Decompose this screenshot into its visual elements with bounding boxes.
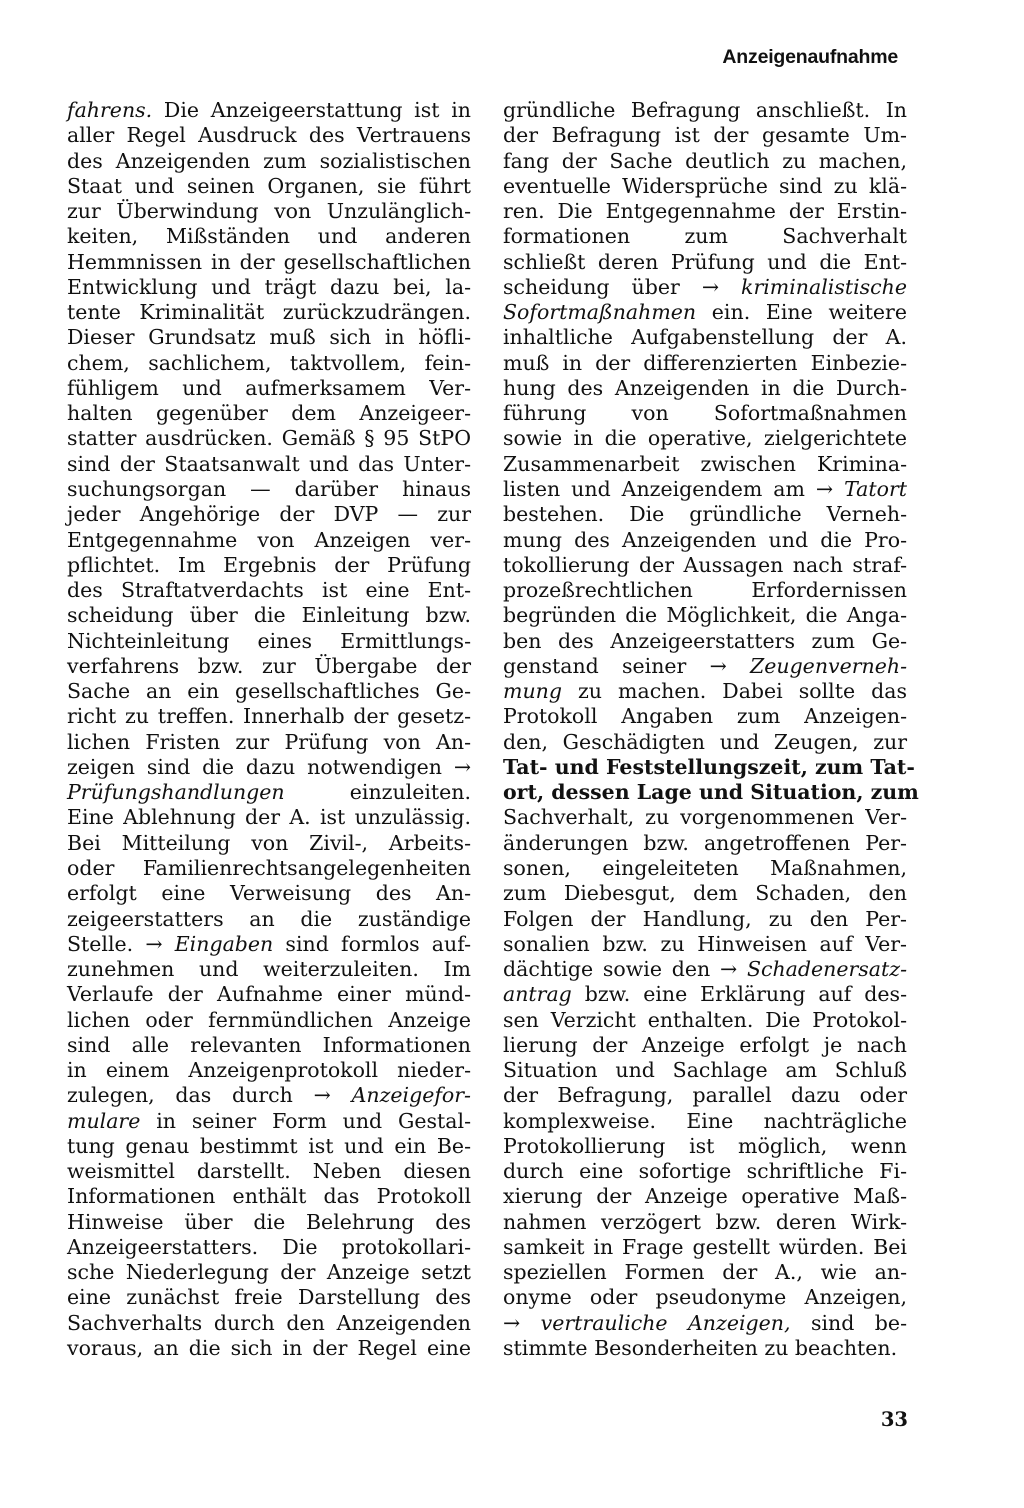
text-line: [67, 603, 471, 628]
text-run: scheidung über →: [503, 274, 742, 299]
text-run: zeigen sind die dazu notwendigen →: [67, 754, 471, 779]
text-run: Sachverhalts durch den Anzeigenden: [67, 1310, 471, 1335]
text-run: sind der Staatsanwalt und das Unter-: [67, 451, 471, 476]
text-run: den, Geschädigten und Zeugen, zur: [503, 729, 907, 754]
text-run: Protokoll Angaben zum Anzeigen-: [503, 704, 907, 729]
text-run: pflichtet. Im Ergebnis der Prüfung: [67, 552, 471, 577]
text-run: mung des Anzeigenden und die Pro-: [503, 527, 907, 552]
text-line: [503, 1235, 907, 1260]
text-run: änderungen bzw. angetroffenen Per-: [503, 830, 907, 855]
text-run: samkeit in Frage gestellt würden. Bei: [503, 1234, 907, 1259]
text-run: dächtige sowie den →: [503, 957, 747, 982]
text-run: einzuleiten.: [284, 780, 471, 805]
text-line: [503, 477, 907, 502]
text-run: Zusammenarbeit zwischen Krimina-: [503, 451, 907, 476]
text-run: ort, dessen Lage und Situation, zum: [503, 780, 919, 805]
emphasis-term: mulare: [67, 1108, 141, 1133]
text-line: [503, 149, 907, 174]
text-line: [67, 780, 471, 805]
text-line: [67, 553, 471, 578]
text-line: [67, 1008, 471, 1033]
emphasis-term: Tatort: [844, 476, 907, 501]
text-run: führung von Sofortmaßnahmen: [503, 401, 907, 426]
text-run: keiten, Mißständen und anderen: [67, 224, 471, 249]
text-run: Die Anzeigeerstattung ist in: [152, 98, 471, 122]
text-line: [503, 1134, 907, 1159]
text-line: [67, 1235, 471, 1260]
text-run: Nichteinleitung eines Ermittlungs-: [67, 628, 471, 653]
text-line: [503, 376, 907, 401]
text-run: xierung der Anzeige operative Maß-: [503, 1184, 907, 1209]
page-number: 33: [880, 1408, 908, 1431]
text-run: lichen Fristen zur Prüfung von An-: [67, 729, 471, 754]
text-line: [67, 426, 471, 451]
text-run: Folgen der Handlung, zu den Per-: [503, 906, 907, 931]
text-line: [67, 831, 471, 856]
text-line: [503, 1336, 907, 1361]
text-run: sind alle relevanten Informationen: [67, 1032, 471, 1057]
right-column: [503, 98, 919, 1361]
emphasis-term: Prüfungshandlungen: [67, 780, 285, 805]
text-line: [503, 325, 907, 350]
text-run: ben des Anzeigeerstatters zum Ge-: [503, 628, 907, 653]
text-line: [503, 1083, 907, 1108]
text-run: bzw. eine Erklärung auf des-: [571, 982, 907, 1007]
text-run: Tat- und Feststellungszeit, zum Tat-: [503, 754, 915, 779]
text-run: der Befragung, parallel dazu oder: [503, 1083, 907, 1108]
text-line: [67, 881, 471, 906]
text-run: Entwicklung und trägt dazu bei, la-: [67, 274, 471, 299]
text-line: [503, 654, 907, 679]
emphasis-term: antrag: [503, 982, 572, 1007]
text-line: [67, 1336, 471, 1361]
text-line: [67, 932, 471, 957]
text-line: [503, 1058, 907, 1083]
text-line: [67, 1210, 471, 1235]
text-run: zunehmen und weiterzuleiten. Im: [67, 957, 471, 982]
text-run: eine zunächst freie Darstellung des: [67, 1285, 471, 1310]
text-run: scheidung über die Einleitung bzw.: [67, 603, 471, 628]
text-run: Protokollierung ist möglich, wenn: [503, 1133, 907, 1158]
text-run: tente Kriminalität zurückzudrängen.: [67, 300, 471, 325]
text-line: [67, 1184, 471, 1209]
emphasis-term: fahrens.: [67, 98, 153, 122]
text-run: prozeßrechtlichen Erfordernissen: [503, 578, 907, 603]
text-line: [67, 1285, 471, 1310]
left-column: [67, 98, 471, 1361]
text-line: [67, 679, 471, 704]
text-line: [503, 982, 907, 1007]
text-line: [67, 528, 471, 553]
text-run: listen und Anzeigendem am →: [503, 476, 845, 501]
text-run: Stelle. →: [67, 931, 175, 956]
text-run: halten gegenüber dem Anzeigeer-: [67, 401, 471, 426]
text-run: bestehen. Die gründliche Verneh-: [503, 502, 907, 527]
text-line: [503, 932, 907, 957]
text-line: [503, 856, 907, 881]
text-line: [503, 502, 907, 527]
text-run: verfahrens bzw. zur Übergabe der: [67, 653, 471, 678]
text-run: gründliche Befragung anschließt. In: [503, 98, 907, 122]
text-line: [503, 1033, 907, 1058]
text-run: Dieser Grundsatz muß sich in höfli-: [67, 325, 471, 350]
text-line: [67, 376, 471, 401]
text-line: [503, 578, 907, 603]
text-run: zeigeerstatters an die zuständige: [67, 906, 471, 931]
text-line: [503, 957, 907, 982]
text-run: fang der Sache deutlich zu machen,: [503, 148, 907, 173]
text-run: sind formlos auf-: [273, 931, 471, 956]
text-line: [67, 199, 471, 224]
text-run: Bei Mitteilung von Zivil-, Arbeits-: [67, 830, 471, 855]
text-run: genstand seiner →: [503, 653, 750, 678]
text-run: sowie in die operative, zielgerichtete: [503, 426, 907, 451]
text-line: [503, 199, 907, 224]
text-line: [503, 603, 907, 628]
text-line: [67, 123, 471, 148]
text-line: [503, 300, 907, 325]
text-line: [67, 477, 471, 502]
text-run: Hinweise über die Belehrung des: [67, 1209, 471, 1234]
text-run: durch eine sofortige schriftliche Fi-: [503, 1159, 907, 1184]
text-line: [67, 325, 471, 350]
text-line: [503, 174, 907, 199]
text-line: [67, 856, 471, 881]
text-run: des Straftatverdachts ist eine Ent-: [67, 578, 471, 603]
emphasis-term: Schadenersatz-: [746, 957, 907, 982]
text-line: [67, 755, 471, 780]
text-line: [503, 1285, 907, 1310]
text-line: [503, 754, 915, 780]
text-line: [67, 275, 471, 300]
emphasis-term: Sofortmaßnahmen: [503, 300, 697, 325]
text-run: zulegen, das durch →: [67, 1083, 352, 1108]
text-line: [503, 351, 907, 376]
text-run: chem, sachlichem, taktvollem, fein-: [67, 350, 471, 375]
text-run: richt zu treffen. Innerhalb der gesetz-: [67, 704, 471, 729]
text-run: erfolgt eine Verweisung des An-: [67, 881, 471, 906]
text-line: [503, 679, 907, 704]
text-line: [503, 224, 907, 249]
text-line: [503, 275, 907, 300]
text-run: Staat und seinen Organen, sie führt: [67, 173, 471, 198]
text-line: [67, 629, 471, 654]
text-run: Sache an ein gesellschaftliches Ge-: [67, 679, 471, 704]
text-run: oder Familienrechtsangelegenheiten: [67, 855, 471, 880]
text-line: [503, 452, 907, 477]
text-line: [67, 1159, 471, 1184]
emphasis-term: Anzeigefor-: [351, 1083, 471, 1108]
text-run: Entgegennahme von Anzeigen ver-: [67, 527, 471, 552]
text-line: [67, 578, 471, 603]
text-line: [67, 1083, 471, 1108]
text-line: [503, 730, 907, 755]
text-run: zum Diebesgut, dem Schaden, den: [503, 881, 907, 906]
text-line: [67, 1311, 471, 1336]
text-line: [503, 1184, 907, 1209]
text-line: [503, 250, 907, 275]
text-line: [67, 1058, 471, 1083]
text-run: muß in der differenzierten Einbezie-: [503, 350, 907, 375]
text-line: [503, 426, 907, 451]
text-run: begründen die Möglichkeit, die Anga-: [503, 603, 907, 628]
text-line: [503, 704, 907, 729]
text-run: suchungsorgan — darüber hinaus: [67, 476, 471, 501]
text-run: sen Verzicht enthalten. Die Protokol-: [503, 1007, 907, 1032]
text-line: [67, 149, 471, 174]
text-line: [503, 780, 919, 805]
text-run: schließt deren Prüfung und die Ent-: [503, 249, 907, 274]
text-run: lichen oder fernmündlichen Anzeige: [67, 1007, 471, 1032]
text-run: Anzeigeerstatters. Die protokollari-: [67, 1234, 471, 1259]
text-line: [503, 528, 907, 553]
text-run: jeder Angehörige der DVP — zur: [67, 502, 471, 527]
text-line: [503, 1210, 907, 1235]
text-line: [503, 1109, 907, 1134]
text-line: [67, 174, 471, 199]
text-run: ein. Eine weitere: [696, 300, 907, 325]
text-line: [503, 1311, 907, 1336]
text-run: sind be-: [790, 1310, 907, 1335]
emphasis-term: Eingaben: [174, 931, 274, 956]
text-run: →: [503, 1310, 541, 1335]
text-run: sonen, eingeleiteten Maßnahmen,: [503, 855, 907, 880]
text-run: sonalien bzw. zu Hinweisen auf Ver-: [503, 931, 907, 956]
text-run: Informationen enthält das Protokoll: [67, 1184, 471, 1209]
text-run: stimmte Besonderheiten zu beachten.: [503, 1336, 898, 1361]
text-line: [503, 907, 907, 932]
text-run: des Anzeigenden zum sozialistischen: [67, 148, 471, 173]
text-run: ren. Die Entgegennahme der Erstin-: [503, 199, 907, 224]
text-line: [67, 730, 471, 755]
text-run: Sachverhalt, zu vorgenommenen Ver-: [503, 805, 907, 830]
text-line: [67, 805, 471, 830]
emphasis-term: mung: [503, 679, 562, 704]
text-run: weismittel darstellt. Neben diesen: [67, 1159, 471, 1184]
text-line: [503, 881, 907, 906]
text-run: nahmen verzögert bzw. deren Wirk-: [503, 1209, 907, 1234]
text-line: [503, 401, 907, 426]
text-run: tung genau bestimmt ist und ein Be-: [67, 1133, 471, 1158]
emphasis-term: Zeugenverneh-: [749, 653, 907, 678]
running-head: Anzeigenaufnahme: [722, 46, 898, 68]
text-line: [67, 907, 471, 932]
text-line: [67, 654, 471, 679]
text-run: Situation und Sachlage am Schluß: [503, 1058, 907, 1083]
text-run: Hemmnissen in der gesellschaftlichen: [67, 249, 471, 274]
text-line: [67, 452, 471, 477]
text-line: [67, 502, 471, 527]
text-run: in seiner Form und Gestal-: [140, 1108, 471, 1133]
emphasis-term: kriminalistische: [741, 274, 907, 299]
text-run: statter ausdrücken. Gemäß § 95 StPO: [67, 426, 471, 451]
text-run: aller Regel Ausdruck des Vertrauens: [67, 123, 471, 148]
text-line: [67, 351, 471, 376]
text-line: [503, 123, 907, 148]
text-line: [503, 831, 907, 856]
text-line: [503, 1260, 907, 1285]
text-line: [67, 1260, 471, 1285]
text-run: voraus, an die sich in der Regel eine: [67, 1336, 471, 1361]
text-line: [503, 98, 907, 123]
text-run: sche Niederlegung der Anzeige setzt: [67, 1260, 471, 1285]
text-line: [67, 250, 471, 275]
text-line: [67, 1134, 471, 1159]
text-line: [503, 1008, 907, 1033]
text-line: [503, 1159, 907, 1184]
text-line: [503, 805, 907, 830]
text-run: zur Überwindung von Unzulänglich-: [67, 199, 471, 224]
text-run: zu machen. Dabei sollte das: [561, 679, 907, 704]
text-run: Verlaufe der Aufnahme einer münd-: [67, 982, 471, 1007]
text-line: [67, 1033, 471, 1058]
text-run: hung des Anzeigenden in die Durch-: [503, 375, 907, 400]
text-run: onyme oder pseudonyme Anzeigen,: [503, 1285, 907, 1310]
text-line: [67, 957, 471, 982]
text-run: der Befragung ist der gesamte Um-: [503, 123, 907, 148]
text-line: [67, 300, 471, 325]
text-line: [67, 982, 471, 1007]
text-run: inhaltliche Aufgabenstellung der A.: [503, 325, 907, 350]
text-run: komplexweise. Eine nachträgliche: [503, 1108, 907, 1133]
text-run: fühligem und aufmerksamem Ver-: [67, 375, 471, 400]
text-line: [67, 1109, 471, 1134]
text-run: Eine Ablehnung der A. ist unzulässig.: [67, 805, 471, 830]
emphasis-term: vertrauliche Anzeigen,: [540, 1310, 791, 1335]
text-line: [67, 401, 471, 426]
text-run: in einem Anzeigenprotokoll nieder-: [67, 1058, 471, 1083]
text-run: speziellen Formen der A., wie an-: [503, 1260, 907, 1285]
text-line: [67, 98, 471, 123]
text-run: tokollierung der Aussagen nach straf-: [503, 552, 907, 577]
text-line: [67, 704, 471, 729]
text-line: [67, 224, 471, 249]
text-line: [503, 629, 907, 654]
text-run: formationen zum Sachverhalt: [503, 224, 907, 249]
text-run: eventuelle Widersprüche sind zu klä-: [503, 173, 907, 198]
text-line: [503, 553, 907, 578]
text-run: lierung der Anzeige erfolgt je nach: [503, 1032, 907, 1057]
